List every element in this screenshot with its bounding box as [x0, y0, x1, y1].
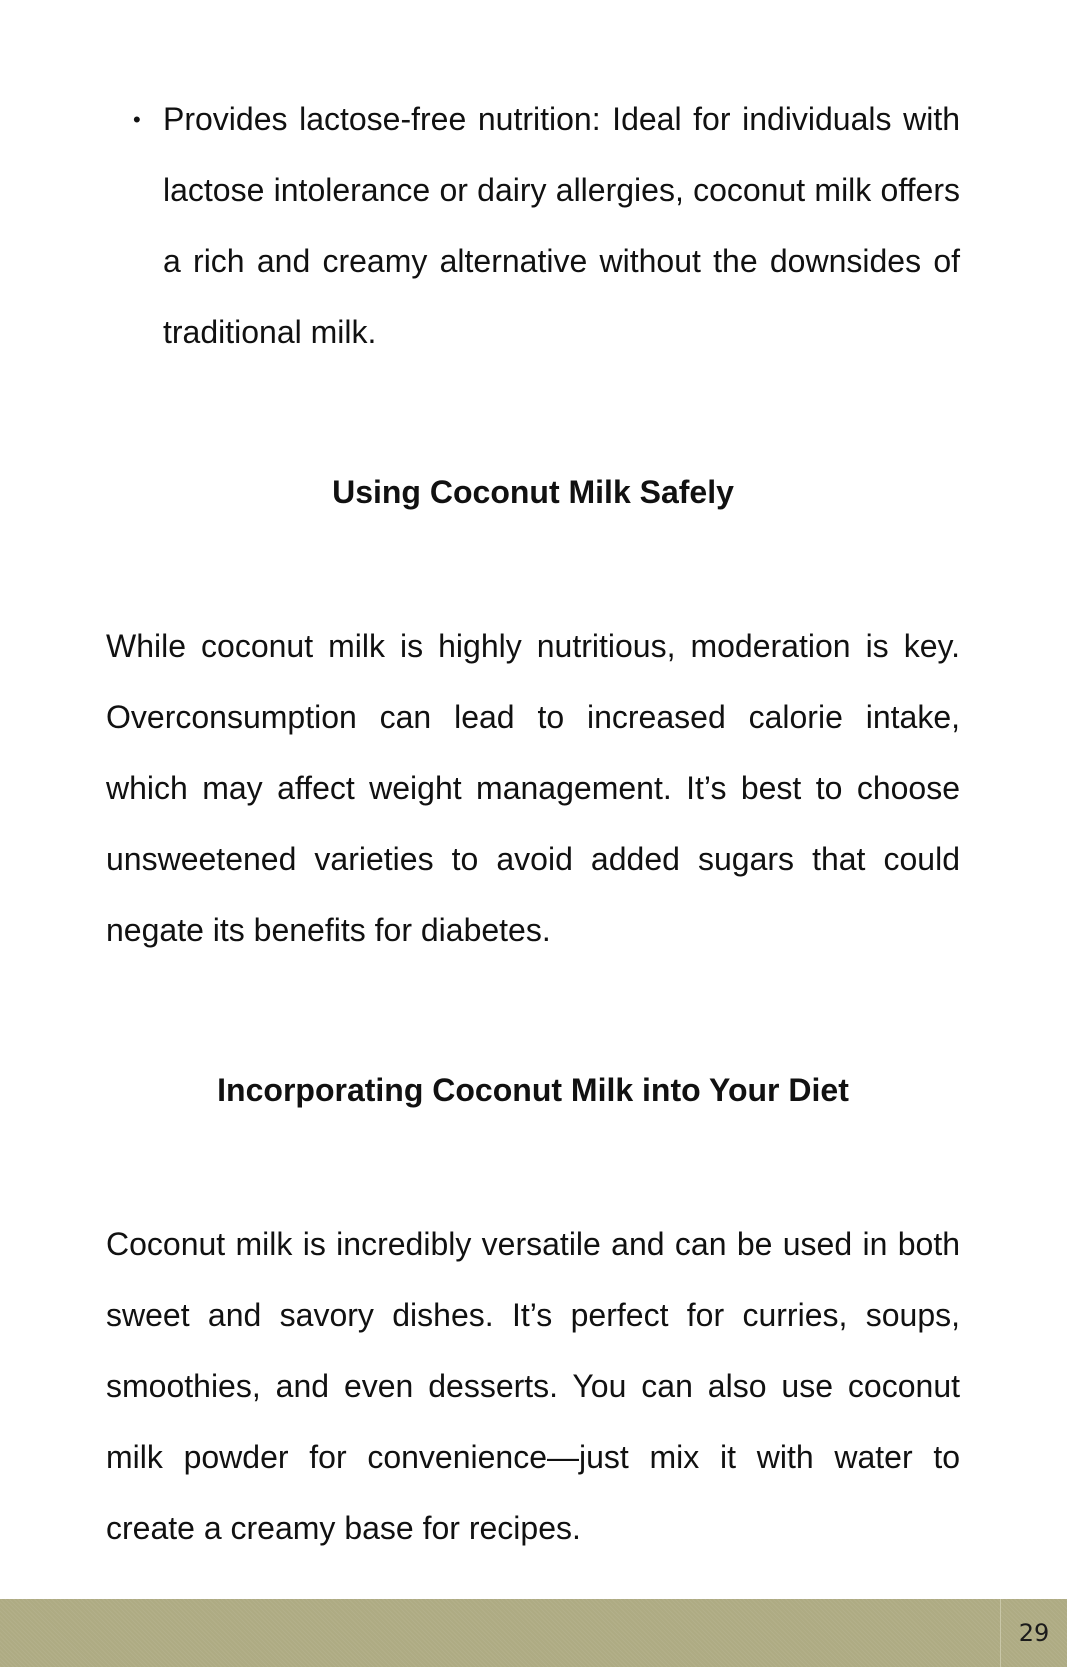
bullet-dot-icon: •: [133, 107, 141, 132]
bullet-list: [106, 84, 960, 368]
footer-bar: [0, 1599, 1067, 1667]
list-item: [133, 84, 960, 368]
section-heading-incorporating: Incorporating Coconut Milk into Your Diet: [217, 1072, 849, 1108]
section-body-using-safely: While coconut milk is highly nutritious, moderation is key. Overconsumption can lead to increased calorie intake, which may affect weight management. It’s best to choose unsweetened varieties to avoid added sugars that could negate its benefits for diabetes.: [106, 628, 960, 948]
section-body-incorporating: Coconut milk is incredibly versatile and can be used in both sweet and savory dishes. It’s perfect for curries, soups, smoothies, and even desserts. You can also use coconut milk powder for convenience—just mix it with water to create a creamy base for recipes.: [106, 1226, 960, 1546]
page-number: 29: [1000, 1599, 1067, 1667]
bullet-text: Provides lactose-free nutrition: Ideal for individuals with lactose intolerance or dairy allergies, coconut milk offers a rich and creamy alternative without the downsides of traditional milk.: [163, 101, 960, 350]
section-heading-using-safely: Using Coconut Milk Safely: [332, 474, 734, 510]
page-content: [106, 84, 960, 1564]
